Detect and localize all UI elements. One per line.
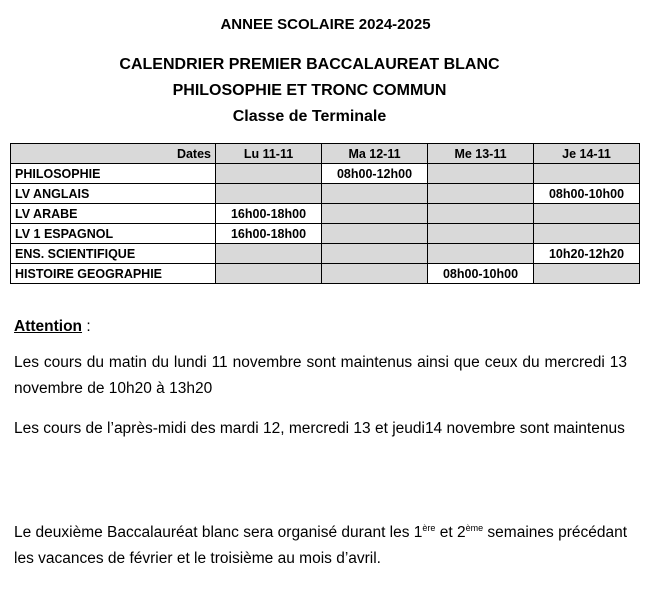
- ordinal-superscript: ème: [465, 522, 484, 533]
- day-header-cell: Ma 12-11: [322, 144, 428, 164]
- dates-header-cell: Dates: [11, 144, 216, 164]
- time-slot-cell: 16h00-18h00: [216, 204, 322, 224]
- attention-suffix: :: [82, 318, 91, 335]
- empty-slot-cell: [322, 244, 428, 264]
- day-header-cell: Lu 11-11: [216, 144, 322, 164]
- table-row: [11, 264, 640, 284]
- note-text: semaines précédant les vacances de février et le troisième au mois d’avril.: [14, 524, 628, 567]
- note-paragraph-1: Les cours du matin du lundi 11 novembre sont maintenus ainsi que ceux du mercredi 13 novembre de 10h20 à 13h20: [14, 354, 627, 397]
- time-slot-cell: 16h00-18h00: [216, 224, 322, 244]
- table-row: [11, 184, 640, 204]
- subject-cell: HISTOIRE GEOGRAPHIE: [11, 264, 216, 284]
- time-slot-cell: 08h00-10h00: [534, 184, 640, 204]
- subject-cell: ENS. SCIENTIFIQUE: [11, 244, 216, 264]
- subject-cell: LV ARABE: [11, 204, 216, 224]
- day-header-cell: Me 13-11: [428, 144, 534, 164]
- empty-slot-cell: [428, 164, 534, 184]
- calendar-subtitle: PHILOSOPHIE ET TRONC COMMUN: [172, 82, 447, 99]
- empty-slot-cell: [216, 184, 322, 204]
- note-text: et 2: [435, 524, 466, 541]
- empty-slot-cell: [216, 264, 322, 284]
- attention-line: [14, 314, 627, 340]
- table-header-row: [11, 144, 640, 164]
- note-text: Le deuxième Baccalauréat blanc sera organisé durant les 1: [14, 524, 423, 541]
- class-label: Classe de Terminale: [232, 108, 387, 125]
- exam-schedule-table: [10, 143, 640, 284]
- school-year-heading: ANNEE SCOLAIRE 2024-2025: [220, 16, 431, 33]
- table-row: [11, 224, 640, 244]
- note-paragraph-3: [14, 520, 627, 572]
- empty-slot-cell: [534, 164, 640, 184]
- time-slot-cell: 10h20-12h20: [534, 244, 640, 264]
- table-row: [11, 164, 640, 184]
- subject-cell: LV ANGLAIS: [11, 184, 216, 204]
- calendar-title: CALENDRIER PREMIER BACCALAUREAT BLANC: [119, 56, 500, 73]
- time-slot-cell: 08h00-10h00: [428, 264, 534, 284]
- empty-slot-cell: [534, 224, 640, 244]
- attention-label: Attention: [14, 318, 83, 335]
- ordinal-superscript: ère: [422, 522, 436, 533]
- empty-slot-cell: [534, 204, 640, 224]
- empty-slot-cell: [428, 204, 534, 224]
- empty-slot-cell: [322, 184, 428, 204]
- empty-slot-cell: [322, 264, 428, 284]
- empty-slot-cell: [322, 204, 428, 224]
- table-row: [11, 244, 640, 264]
- empty-slot-cell: [428, 224, 534, 244]
- table-row: [11, 204, 640, 224]
- time-slot-cell: 08h00-12h00: [322, 164, 428, 184]
- note-paragraph-2: Les cours de l’après-midi des mardi 12, mercredi 13 et jeudi14 novembre sont maintenus: [14, 420, 625, 437]
- empty-slot-cell: [428, 184, 534, 204]
- subject-cell: LV 1 ESPAGNOL: [11, 224, 216, 244]
- empty-slot-cell: [428, 244, 534, 264]
- subject-cell: PHILOSOPHIE: [11, 164, 216, 184]
- empty-slot-cell: [216, 164, 322, 184]
- empty-slot-cell: [534, 264, 640, 284]
- day-header-cell: Je 14-11: [534, 144, 640, 164]
- empty-slot-cell: [216, 244, 322, 264]
- empty-slot-cell: [322, 224, 428, 244]
